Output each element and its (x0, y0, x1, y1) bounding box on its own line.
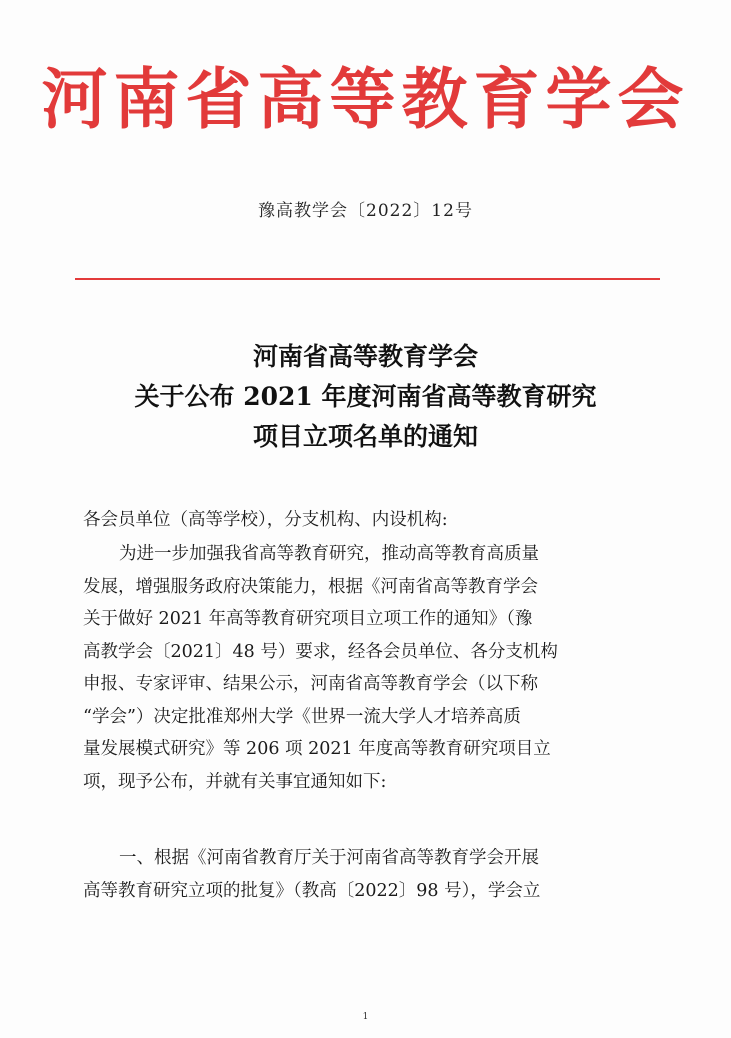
document-number: 豫高教学会〔2022〕12号 (258, 201, 473, 221)
title-line-3: 项目立项名单的通知 (252, 422, 478, 451)
paragraph-line: 高等教育研究立项的批复》（教高〔2022〕98 号），学会立 (83, 880, 541, 901)
paragraph-1 (83, 538, 653, 798)
paragraph-line: 关于做好 2021 年高等教育研究项目立项工作的通知》（豫 (83, 609, 533, 629)
notice-title (40, 337, 691, 457)
paragraph-line: 发展，增强服务政府决策能力，根据《河南省高等教育学会 (83, 576, 538, 597)
paragraph-line: 申报、专家评审、结果公示，河南省高等教育学会（以下称 (83, 674, 538, 694)
title-line-2: 关于公布 2021 年度河南省高等教育研究 (134, 382, 597, 411)
paragraph-line: 量发展模式研究》等 206 项 2021 年度高等教育研究项目立 (83, 739, 551, 759)
paragraph-line: 高教学会〔2021〕48 号）要求，经各会员单位、各分支机构 (83, 641, 558, 662)
title-line-1: 河南省高等教育学会 (252, 342, 478, 371)
paragraph-line: 一、根据《河南省教育厅关于河南省高等教育学会开展 (119, 848, 539, 868)
paragraph-line: 为进一步加强我省高等教育研究，推动高等教育高质量 (119, 544, 539, 564)
page-number: 1 (362, 1012, 369, 1022)
salutation: 各会员单位（高等学校），分支机构、内设机构: (83, 510, 448, 530)
paragraph-line: “学会”）决定批准郑州大学《世界一流大学人才培养高质 (83, 706, 521, 727)
paragraph-line: 项，现予公布，并就有关事宜通知如下: (83, 771, 387, 792)
paragraph-2 (83, 842, 653, 907)
org-masthead: 河南省高等教育学会 (41, 61, 690, 138)
red-divider-line (75, 278, 660, 280)
